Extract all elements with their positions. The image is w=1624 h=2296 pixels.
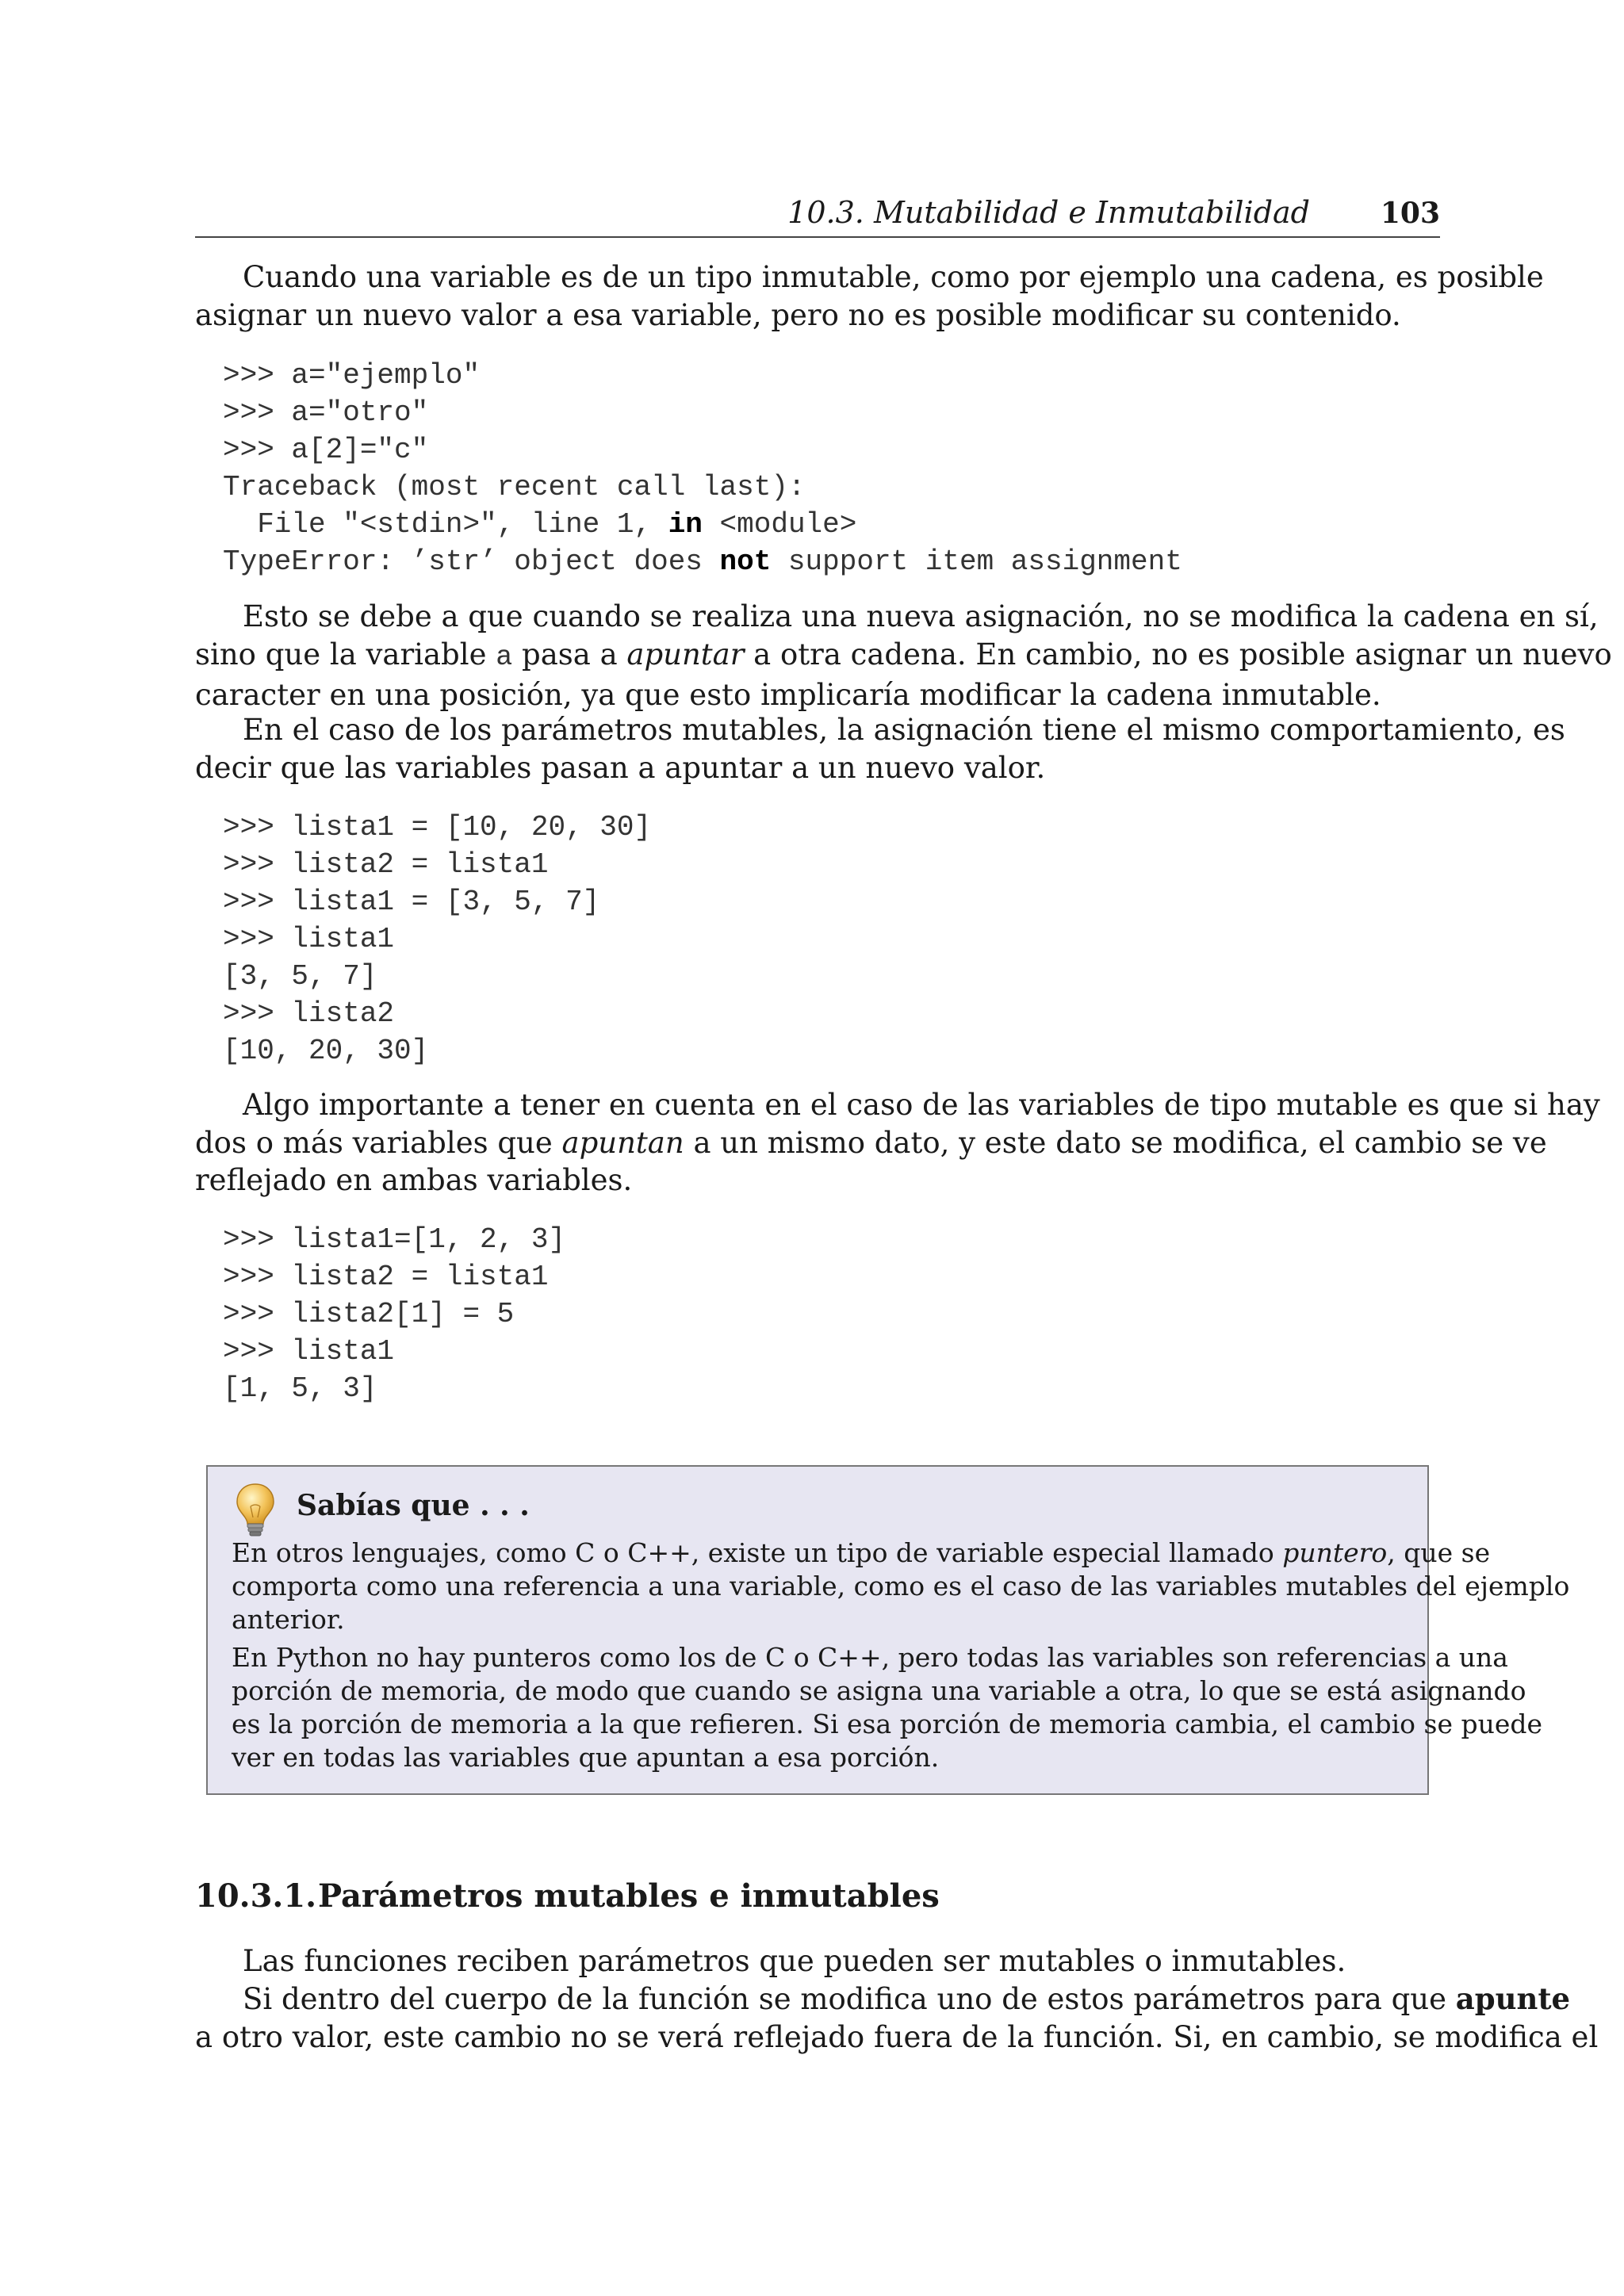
paragraph-5 <box>195 1942 1440 1980</box>
text: , que se <box>1387 1537 1491 1568</box>
tip-line: es la porción de memoria a la que refieren. Si esa porción de memoria cambia, el cambio se puede <box>232 1709 1543 1739</box>
paragraph-6 <box>195 1980 1599 2056</box>
paragraph-line: a otro valor, este cambio no se verá reflejado fuera de la función. Si, en cambio, se modifica el <box>195 2019 1599 2054</box>
text: pasa a <box>512 637 627 672</box>
code-line: >>> lista2[1] = 5 <box>223 1298 515 1330</box>
subsection-number: 10.3.1. <box>195 1877 317 1915</box>
subsection-title: Parámetros mutables e inmutables <box>318 1877 940 1915</box>
paragraph-line: Las funciones reciben parámetros que pueden ser mutables o inmutables. <box>243 1944 1346 1978</box>
bold-text: apunte <box>1455 1981 1571 2016</box>
code-line: File "<stdin>", line 1, <box>223 508 668 541</box>
tip-box <box>206 1465 1570 1795</box>
text: sino que la variable <box>195 637 496 672</box>
text: a un mismo dato, y este dato se modifica, el cambio se ve <box>684 1125 1547 1160</box>
paragraph-1 <box>195 258 1544 334</box>
code-line: support item assignment <box>771 545 1182 578</box>
paragraph-line <box>195 636 1612 677</box>
code-line: >>> lista1 <box>223 923 395 955</box>
paragraph-line: Esto se debe a que cuando se realiza una nueva asignación, no se modifica la cadena en sí, <box>243 599 1599 633</box>
subsection-heading <box>195 1877 940 1915</box>
text: Si dentro del cuerpo de la función se modifica uno de estos parámetros para que <box>243 1982 1456 2016</box>
code-line: <module> <box>702 508 857 541</box>
paragraph-4 <box>195 1086 1600 1200</box>
code-block-1 <box>223 357 1182 580</box>
paragraph-line: reflejado en ambas variables. <box>195 1163 633 1197</box>
emphasis: apuntan <box>561 1125 684 1160</box>
code-line: >>> lista2 <box>223 997 395 1030</box>
tip-line: comporta como una referencia a una variable, como es el caso de las variables mutables del ejemplo <box>232 1571 1570 1601</box>
text: a otra cadena. En cambio, no es posible asignar un nuevo <box>744 637 1612 672</box>
code-line: >>> lista2 = lista1 <box>223 1261 549 1293</box>
code-block-3 <box>223 1221 565 1407</box>
page-number: 103 <box>1380 197 1440 230</box>
code-line: >>> lista1 = [10, 20, 30] <box>223 811 652 844</box>
code-line: >>> lista1 <box>223 1335 395 1368</box>
code-line: >>> a[2]="c" <box>223 434 429 466</box>
paragraph-line: Algo importante a tener en cuenta en el caso de las variables de tipo mutable es que si hay <box>243 1088 1600 1122</box>
code-block-2 <box>223 809 651 1070</box>
running-head-section: 10.3. Mutabilidad e Inmutabilidad <box>787 195 1310 230</box>
text: En otros lenguajes, como C o C++, existe un tipo de variable especial llamado <box>232 1537 1283 1568</box>
emphasis: puntero <box>1282 1537 1388 1568</box>
code-line: >>> a="otro" <box>223 396 429 429</box>
paragraph-line <box>195 1124 1547 1162</box>
paragraph-line: asignar un nuevo valor a esa variable, pero no es posible modificar su contenido. <box>195 297 1401 332</box>
code-keyword: not <box>719 545 772 578</box>
code-keyword: in <box>668 508 703 541</box>
paragraph-line: Cuando una variable es de un tipo inmutable, como por ejemplo una cadena, es posible <box>243 260 1544 294</box>
inline-code: a <box>496 641 513 673</box>
code-line: >>> lista1=[1, 2, 3] <box>223 1223 566 1256</box>
code-line: >>> a="ejemplo" <box>223 359 481 392</box>
tip-line: anterior. <box>232 1604 345 1635</box>
code-line: [1, 5, 3] <box>223 1372 377 1405</box>
paragraph-line: caracter en una posición, ya que esto implicaría modificar la cadena inmutable. <box>195 678 1381 712</box>
code-line: Traceback (most recent call last): <box>223 471 806 503</box>
code-line: [3, 5, 7] <box>223 960 377 993</box>
tip-line <box>232 1536 1491 1570</box>
running-head <box>195 197 1440 238</box>
paragraph-line: En el caso de los parámetros mutables, la asignación tiene el mismo comportamiento, es <box>243 713 1565 747</box>
code-line: >>> lista1 = [3, 5, 7] <box>223 886 600 918</box>
tip-title: Sabías que . . . <box>297 1489 530 1522</box>
emphasis: apuntar <box>626 637 745 672</box>
tip-line: ver en todas las variables que apuntan a esa porción. <box>232 1742 940 1773</box>
tip-line: En Python no hay punteros como los de C o C++, pero todas las variables son referencias a una <box>232 1642 1508 1673</box>
paragraph-line: decir que las variables pasan a apuntar a un nuevo valor. <box>195 750 1046 785</box>
text: dos o más variables que <box>195 1125 562 1160</box>
lightbulb-icon <box>235 1483 276 1538</box>
paragraph-2 <box>195 598 1612 714</box>
paragraph-3 <box>195 711 1565 786</box>
code-line: TypeError: ’str’ object does <box>223 545 720 578</box>
code-line: [10, 20, 30] <box>223 1035 429 1067</box>
tip-text <box>232 1536 1570 1774</box>
tip-line: porción de memoria, de modo que cuando se asigna una variable a otra, lo que se está asignando <box>232 1675 1526 1706</box>
code-line: >>> lista2 = lista1 <box>223 848 549 881</box>
paragraph-line <box>195 1980 1571 2019</box>
